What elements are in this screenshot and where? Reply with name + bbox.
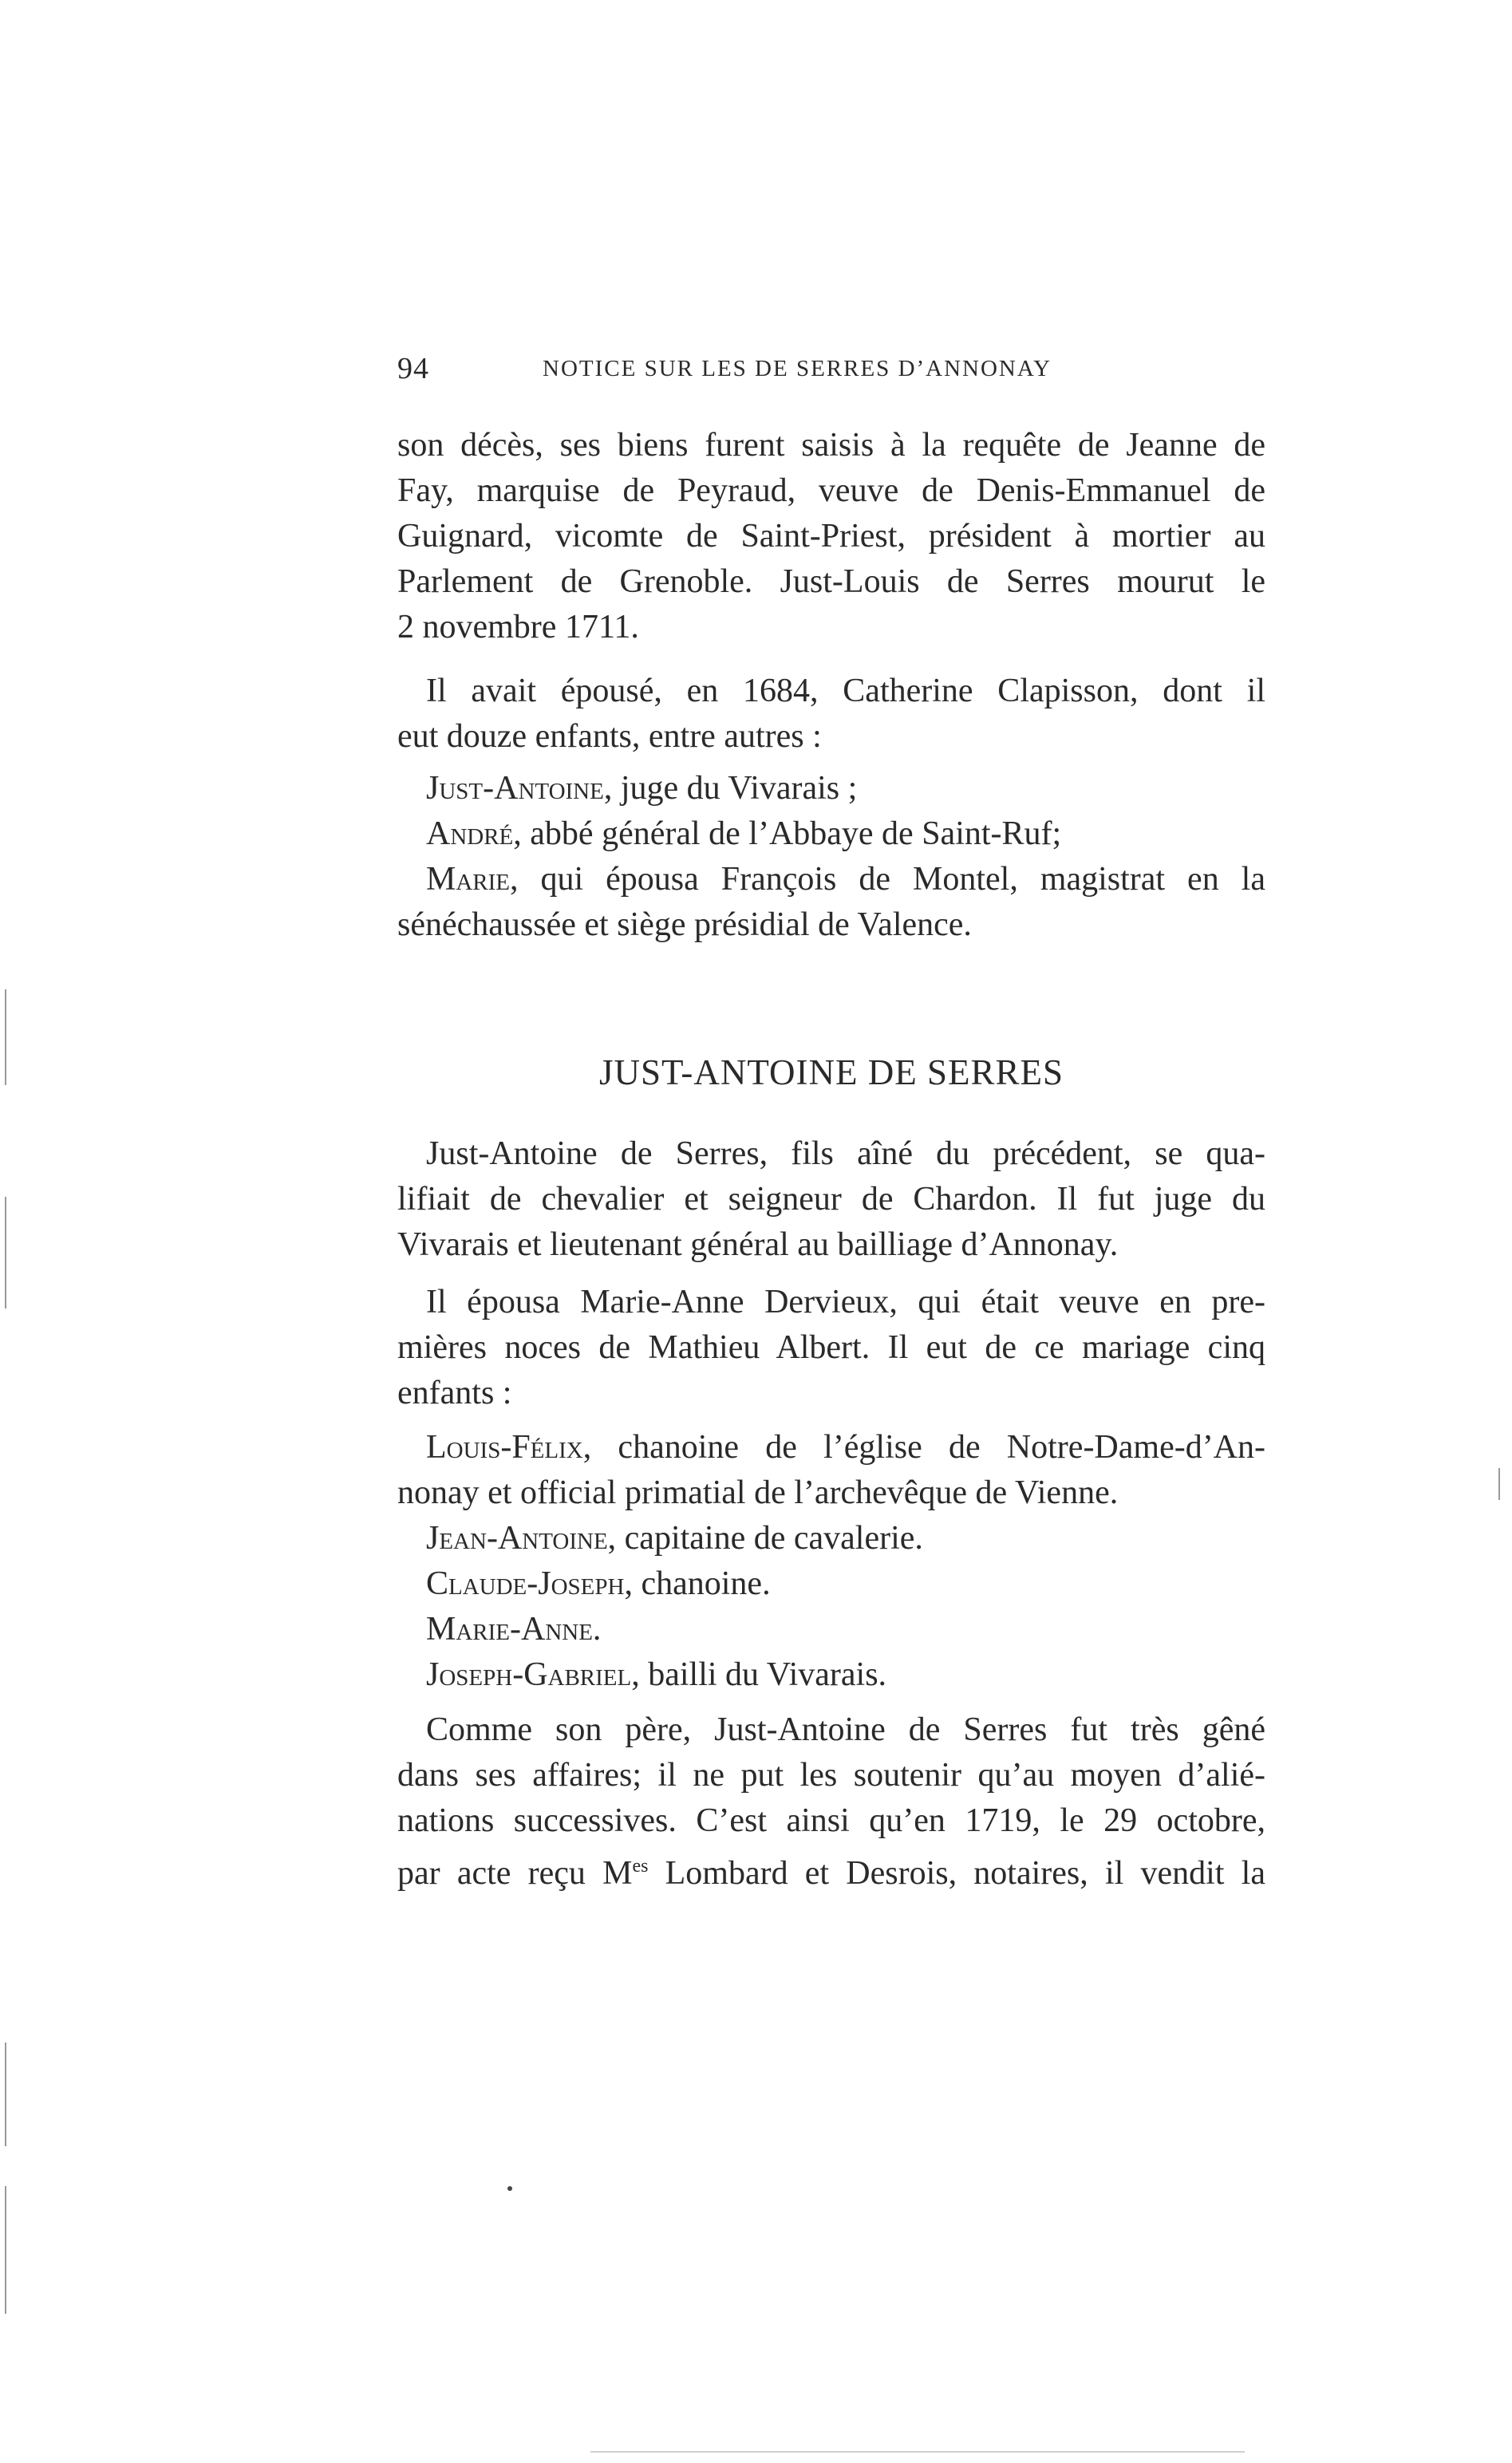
running-title: NOTICE SUR LES DE SERRES D’ANNONAY bbox=[543, 356, 1052, 381]
scan-bottom-line bbox=[590, 2451, 1245, 2453]
scan-margin-mark bbox=[5, 989, 6, 1085]
list-item bbox=[397, 1652, 1265, 1698]
text-line bbox=[397, 1844, 1265, 1897]
scan-margin-mark bbox=[5, 2043, 6, 2146]
text-line: Vivarais et lieutenant général au bailliage d’Annonay. bbox=[397, 1226, 1119, 1263]
text-line: sénéchaussée et siège présidial de Valence. bbox=[397, 906, 972, 943]
text-line: Il avait épousé, en 1684, Catherine Clapisson, dont il bbox=[426, 673, 1265, 709]
text-line: lifiait de chevalier et seigneur de Chardon. Il fut juge du bbox=[397, 1181, 1265, 1218]
paragraph-1 bbox=[397, 423, 1265, 650]
list-item bbox=[397, 1425, 1265, 1470]
text-line: Guignard, vicomte de Saint-Priest, président à mortier au bbox=[397, 518, 1265, 555]
text-line: enfants : bbox=[397, 1375, 512, 1411]
text-fragment: par acte reçu M bbox=[397, 1855, 633, 1892]
scan-margin-mark bbox=[5, 2186, 6, 2314]
text-line: dans ses affaires; il ne put les soutenir qu’au moyen d’alié- bbox=[397, 1757, 1265, 1794]
text-line: Comme son père, Just-Antoine de Serres fut très gêné bbox=[426, 1711, 1265, 1748]
child-description: , capitaine de cavalerie. bbox=[607, 1520, 923, 1557]
text-line: nations successives. C’est ainsi qu’en 1719, le 29 octobre, bbox=[397, 1802, 1265, 1839]
child-description: , juge du Vivarais ; bbox=[603, 770, 858, 807]
page-number: 94 bbox=[397, 352, 429, 385]
page-header bbox=[397, 351, 1265, 399]
text-line: son décès, ses biens furent saisis à la requête de Jeanne de bbox=[397, 427, 1265, 464]
child-description: , qui épousa François de Montel, magistrat en la bbox=[510, 861, 1265, 898]
text-line: mières noces de Mathieu Albert. Il eut de ce mariage cinq bbox=[397, 1329, 1265, 1366]
child-name: Marie bbox=[426, 861, 511, 898]
text-line: Il épousa Marie-Anne Dervieux, qui était veuve en pre- bbox=[426, 1284, 1265, 1320]
child-name: Claude-Joseph bbox=[426, 1565, 625, 1602]
list-item bbox=[397, 1607, 1265, 1652]
scan-margin-mark bbox=[5, 1197, 6, 1308]
paragraph-2 bbox=[397, 669, 1265, 760]
text-line: 2 novembre 1711. bbox=[397, 609, 639, 645]
text-fragment: Lombard et Desrois, notaires, il vendit la bbox=[648, 1855, 1265, 1892]
list-item bbox=[397, 811, 1265, 857]
list-item bbox=[397, 1516, 1265, 1561]
child-name: Jean-Antoine bbox=[426, 1520, 608, 1557]
child-description: , chanoine. bbox=[624, 1565, 771, 1602]
child-name: Marie-Anne bbox=[426, 1611, 593, 1648]
section-title: JUST-ANTOINE DE SERRES bbox=[598, 1052, 1064, 1092]
child-description: , abbé général de l’Abbaye de Saint-Ruf; bbox=[513, 815, 1062, 852]
text-line: eut douze enfants, entre autres : bbox=[397, 718, 822, 755]
superscript: es bbox=[632, 1856, 649, 1877]
scan-speck bbox=[507, 2186, 512, 2191]
paragraph-4 bbox=[397, 1280, 1265, 1416]
list-item bbox=[397, 857, 1265, 902]
children-list-1 bbox=[397, 766, 1265, 948]
child-description: , bailli du Vivarais. bbox=[631, 1656, 887, 1693]
paragraph-3 bbox=[397, 1131, 1265, 1268]
text-line: Just-Antoine de Serres, fils aîné du précédent, se qua- bbox=[426, 1135, 1265, 1172]
child-name: André bbox=[426, 815, 514, 852]
paragraph-5 bbox=[397, 1707, 1265, 1897]
scan-margin-mark bbox=[1498, 1468, 1500, 1500]
child-name: Joseph-Gabriel bbox=[426, 1656, 632, 1693]
list-item bbox=[397, 1561, 1265, 1607]
text-line: Fay, marquise de Peyraud, veuve de Denis-Emmanuel de bbox=[397, 472, 1265, 509]
child-name: Just-Antoine bbox=[426, 770, 604, 807]
text-line: nonay et official primatial de l’archevêque de Vienne. bbox=[397, 1474, 1119, 1511]
list-item bbox=[397, 766, 1265, 811]
child-description: . bbox=[592, 1611, 602, 1648]
child-name: Louis-Félix bbox=[426, 1429, 583, 1466]
text-line: Parlement de Grenoble. Just-Louis de Serres mourut le bbox=[397, 563, 1265, 600]
children-list-2 bbox=[397, 1425, 1265, 1698]
child-description: , chanoine de l’église de Notre-Dame-d’An- bbox=[582, 1429, 1265, 1466]
